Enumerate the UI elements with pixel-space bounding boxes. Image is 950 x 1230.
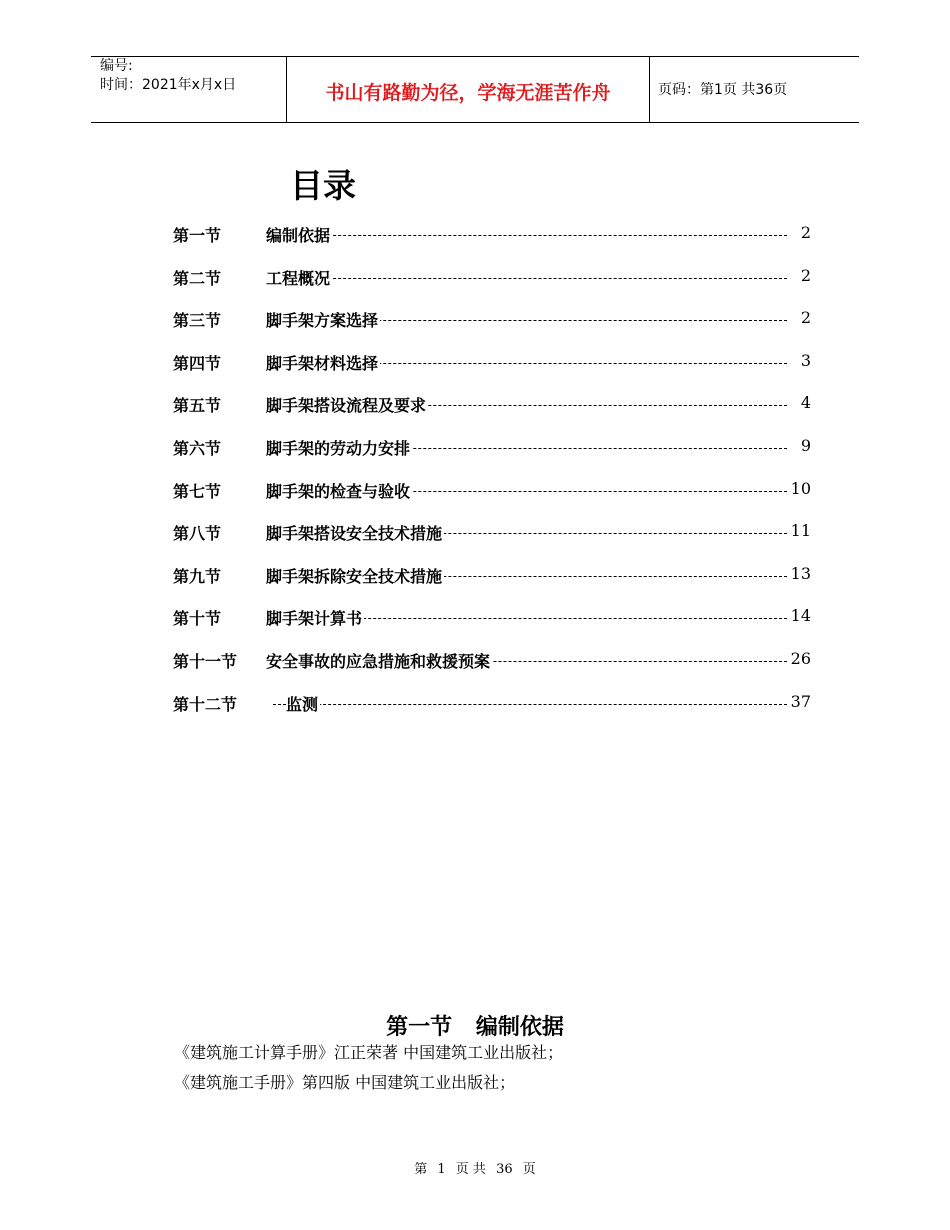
time-label: 时间：2021年x月x日 <box>100 77 237 93</box>
header-meta <box>100 57 236 95</box>
footer-total: 36 <box>496 1162 513 1177</box>
toc-section-number: 第四节 <box>173 354 222 373</box>
toc-leader-dashes <box>273 235 787 236</box>
toc-entry[interactable] <box>173 351 811 375</box>
toc-entry[interactable] <box>173 521 811 545</box>
toc-section-name: 脚手架搭设流程及要求 <box>266 393 428 416</box>
toc-page-number: 9 <box>800 436 811 455</box>
toc-page-number: 11 <box>790 521 811 540</box>
toc-section-name: 编制依据 <box>266 223 332 246</box>
reference-item: 《建筑施工手册》第四版 中国建筑工业出版社； <box>174 1073 516 1092</box>
toc-section-number: 第二节 <box>173 269 222 288</box>
toc-section-number: 第九节 <box>173 567 222 586</box>
section-heading <box>0 1010 950 1041</box>
toc-leader-dashes <box>273 704 787 705</box>
toc-section-number: 第五节 <box>173 396 222 415</box>
toc-entry[interactable] <box>173 564 811 588</box>
toc-page-number: 14 <box>790 606 811 625</box>
header-bottom-rule <box>91 122 859 123</box>
toc-section-number: 第六节 <box>173 439 222 458</box>
toc-entry[interactable] <box>173 479 811 503</box>
footer-middle: 页 共 <box>455 1162 486 1177</box>
toc-page-number: 2 <box>800 223 811 242</box>
toc-entry[interactable] <box>173 649 811 673</box>
toc-entry[interactable] <box>173 223 811 247</box>
toc-page-number: 2 <box>800 308 811 327</box>
footer-suffix: 页 <box>522 1162 536 1177</box>
toc-section-number: 第一节 <box>173 226 222 245</box>
header-motto: 书山有路勤为径，学海无涯苦作舟 <box>325 82 611 104</box>
header-page-info: 页码：第1页 共36页 <box>658 82 788 98</box>
section-number: 第一节 <box>386 1015 453 1040</box>
toc-entry[interactable] <box>173 606 811 630</box>
toc-section-name: 脚手架计算书 <box>266 606 364 629</box>
toc-page-number: 13 <box>790 564 811 583</box>
section-title: 编制依据 <box>475 1015 564 1040</box>
toc-page-number: 2 <box>800 266 811 285</box>
toc-section-name: 脚手架搭设安全技术措施 <box>266 521 444 544</box>
toc-section-number: 第三节 <box>173 311 222 330</box>
header-divider-right <box>649 57 650 122</box>
toc-section-name: 脚手架拆除安全技术措施 <box>266 564 444 587</box>
footer-page: 1 <box>437 1162 446 1177</box>
code-label: 编号: <box>100 58 133 74</box>
toc-page-number: 37 <box>790 692 811 711</box>
toc-entry[interactable] <box>173 436 811 460</box>
reference-item: 《建筑施工计算手册》江正荣著 中国建筑工业出版社； <box>174 1043 564 1062</box>
page-footer <box>0 1158 950 1177</box>
toc-section-name: 脚手架方案选择 <box>266 308 380 331</box>
toc-entry[interactable] <box>173 266 811 290</box>
toc-section-name: 脚手架的劳动力安排 <box>266 436 412 459</box>
toc-entry[interactable] <box>173 308 811 332</box>
toc-section-number: 第十节 <box>173 609 222 628</box>
toc-entry[interactable] <box>173 692 811 716</box>
toc-section-number: 第七节 <box>173 482 222 501</box>
toc-section-name: 工程概况 <box>266 266 332 289</box>
toc-page-number: 26 <box>790 649 811 668</box>
toc-page-number: 10 <box>790 479 811 498</box>
toc-section-name: 脚手架的检查与验收 <box>266 479 412 502</box>
toc-section-number: 第十一节 <box>173 652 238 671</box>
toc-page-number: 4 <box>800 393 811 412</box>
toc-title: 目录 <box>290 166 356 205</box>
footer-prefix: 第 <box>414 1162 428 1177</box>
toc-section-number: 第八节 <box>173 524 222 543</box>
toc-section-number: 第十二节 <box>173 695 238 714</box>
toc-entry[interactable] <box>173 393 811 417</box>
toc-leader-dashes <box>273 278 787 279</box>
toc-section-name: 监测 <box>286 692 320 715</box>
toc-page-number: 3 <box>800 351 811 370</box>
toc-section-name: 脚手架材料选择 <box>266 351 380 374</box>
toc-section-name: 安全事故的应急措施和救援预案 <box>266 649 492 672</box>
